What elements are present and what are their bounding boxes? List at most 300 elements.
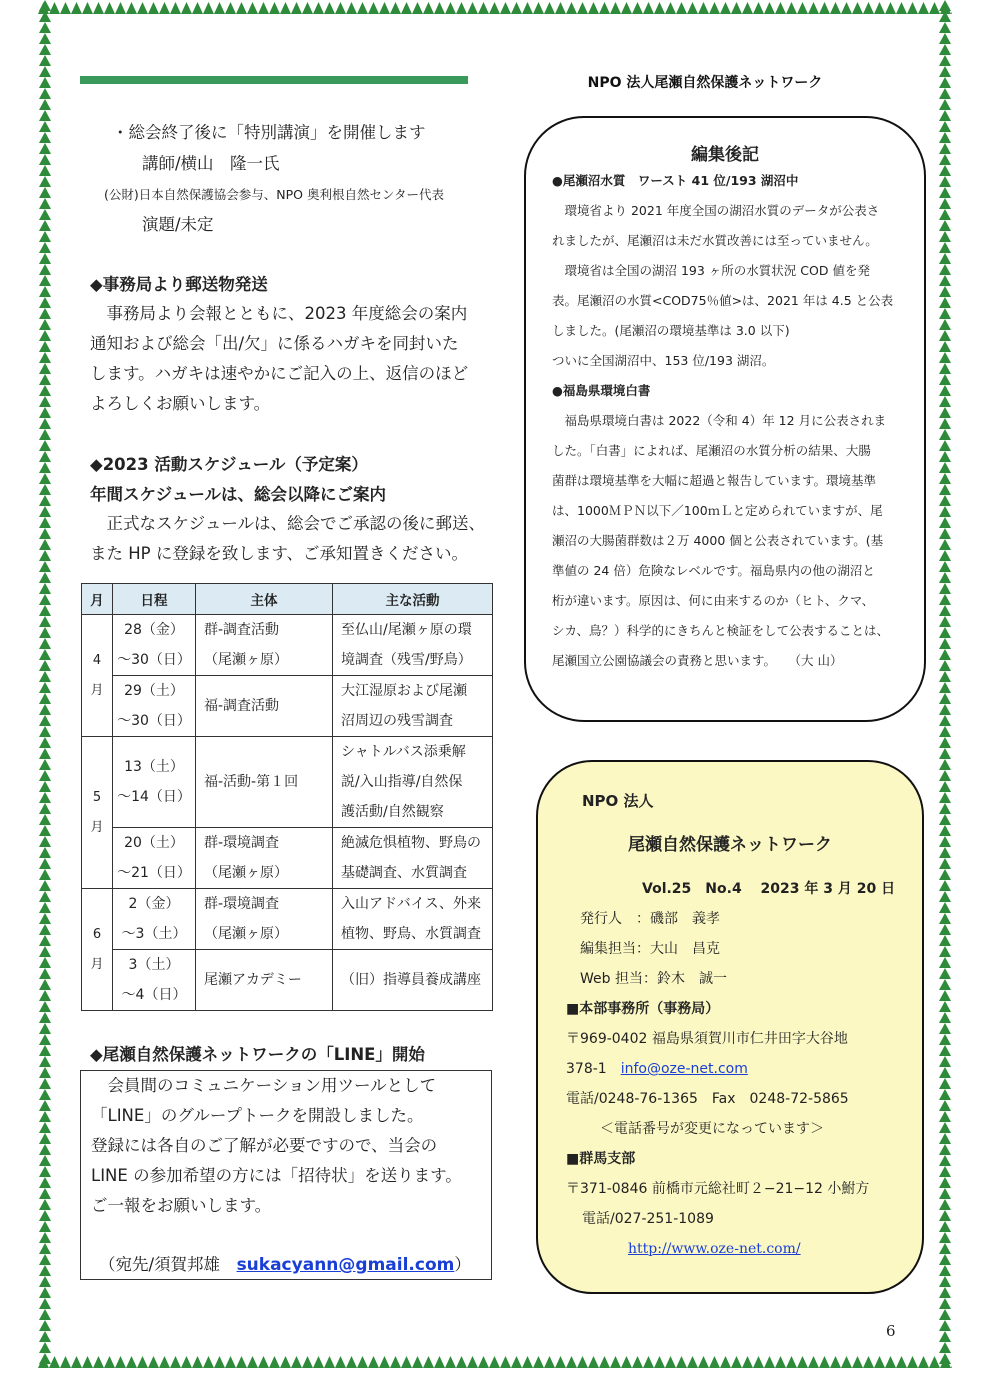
tree-mark	[885, 1356, 896, 1368]
date-cell	[113, 676, 196, 737]
tree-mark	[643, 2, 654, 14]
tree-mark	[39, 396, 51, 407]
tree-mark	[939, 297, 951, 308]
tree-mark	[258, 1356, 269, 1368]
tree-mark	[115, 1356, 126, 1368]
tree-mark	[632, 1356, 643, 1368]
tree-mark	[39, 1078, 51, 1089]
tree-mark	[939, 407, 951, 418]
tree-mark	[159, 2, 170, 14]
organizer-name: 群-環境調査	[204, 835, 280, 851]
tree-mark	[489, 2, 500, 14]
editorial-line: 瀬沼の大腸菌群数は２万 4000 個と公表されています。(基	[552, 533, 884, 548]
tree-mark	[621, 2, 632, 14]
tree-mark	[939, 264, 951, 275]
tree-border-top	[38, 0, 952, 14]
tree-mark	[192, 2, 203, 14]
tree-mark	[632, 2, 643, 14]
hq-phone: 電話/0248-76-1365 Fax 0248-72-5865	[566, 1091, 849, 1107]
tree-mark	[39, 187, 51, 198]
tree-mark	[39, 154, 51, 165]
tree-mark	[456, 2, 467, 14]
tree-mark	[939, 583, 951, 594]
organizer-cell	[196, 676, 333, 737]
gunma-address: 〒371-0846 前橋市元総社町２−21−12 小鮒方	[566, 1181, 870, 1197]
tree-mark	[939, 1265, 951, 1276]
tree-mark	[939, 242, 951, 253]
line-contact	[99, 1250, 471, 1280]
schedule-heading: ◆2023 活動スケジュール（予定案）	[90, 455, 368, 474]
tree-mark	[621, 1356, 632, 1368]
tree-mark	[478, 2, 489, 14]
tree-mark	[939, 0, 951, 11]
tree-mark	[39, 891, 51, 902]
tree-mark	[939, 1320, 951, 1331]
date-start: 3（土）	[128, 957, 180, 973]
line-heading: ◆尾瀬自然保護ネットワークの「LINE」開始	[90, 1045, 425, 1064]
tree-mark	[39, 935, 51, 946]
tree-mark	[939, 11, 951, 22]
tree-mark	[39, 858, 51, 869]
tree-mark	[654, 2, 665, 14]
activity-cell	[333, 828, 493, 889]
tree-mark	[39, 429, 51, 440]
tree-mark	[731, 2, 742, 14]
tree-mark	[39, 99, 51, 110]
tree-mark	[939, 803, 951, 814]
tree-mark	[939, 55, 951, 66]
tree-mark	[335, 1356, 346, 1368]
tree-mark	[939, 77, 951, 88]
tree-mark	[555, 2, 566, 14]
tree-mark	[775, 2, 786, 14]
col-date: 日程	[113, 584, 196, 615]
editorial-line: 桁が違います。原因は、何に由来するのか（ヒト、クマ、	[552, 593, 875, 608]
tree-mark	[39, 110, 51, 121]
tree-mark	[39, 88, 51, 99]
tree-mark	[939, 1331, 951, 1342]
tree-mark	[939, 550, 951, 561]
editorial-title: 編集後記	[691, 145, 759, 165]
organizer-name: 福-調査活動	[204, 698, 280, 714]
tree-mark	[39, 374, 51, 385]
tree-mark	[39, 682, 51, 693]
tree-mark	[115, 2, 126, 14]
tree-border-left	[38, 0, 52, 1368]
tree-mark	[214, 2, 225, 14]
tree-mark	[39, 198, 51, 209]
tree-mark	[39, 44, 51, 55]
tree-mark	[39, 1034, 51, 1045]
tree-mark	[566, 2, 577, 14]
tree-mark	[830, 2, 841, 14]
tree-mark	[819, 2, 830, 14]
tree-mark	[39, 594, 51, 605]
hq-email-link[interactable]: info@oze-net.com	[620, 1061, 748, 1077]
tree-mark	[39, 77, 51, 88]
tree-mark	[939, 605, 951, 616]
editorial-line: 環境省は全国の湖沼 193 ヶ所の水質状況 COD 値を発	[552, 263, 870, 278]
tree-border-right	[938, 0, 952, 1368]
hq-address-number: 378-1	[566, 1061, 621, 1077]
activity-line: 境調査（残雪/野鳥）	[341, 652, 472, 668]
tree-mark	[511, 2, 522, 14]
tree-mark	[939, 715, 951, 726]
month-unit: 月	[90, 682, 104, 698]
tree-mark	[610, 1356, 621, 1368]
tree-mark	[39, 0, 51, 11]
tree-mark	[939, 649, 951, 660]
month-unit: 月	[90, 819, 104, 835]
tree-mark	[39, 847, 51, 858]
tree-mark	[203, 2, 214, 14]
tree-mark	[39, 561, 51, 572]
tree-mark	[39, 1056, 51, 1067]
tree-mark	[808, 2, 819, 14]
tree-mark	[939, 198, 951, 209]
tree-mark	[247, 1356, 258, 1368]
organizer-cell	[196, 615, 333, 676]
tree-mark	[346, 2, 357, 14]
tree-mark	[39, 1353, 51, 1364]
activity-line: 沼周辺の残雪調査	[341, 713, 453, 729]
organizer-name: 尾瀬アカデミー	[204, 972, 302, 988]
tree-mark	[39, 517, 51, 528]
tree-mark	[39, 440, 51, 451]
tree-mark	[192, 1356, 203, 1368]
date-start: 29（土）	[124, 683, 184, 699]
tree-mark	[82, 2, 93, 14]
tree-mark	[39, 1309, 51, 1320]
col-organizer: 主体	[196, 584, 333, 615]
activity-line: 大江湿原および尾瀬	[341, 683, 467, 699]
tree-mark	[269, 2, 280, 14]
tree-mark	[939, 440, 951, 451]
tree-mark	[280, 2, 291, 14]
tree-mark	[939, 935, 951, 946]
tree-mark	[852, 2, 863, 14]
tree-mark	[544, 2, 555, 14]
tree-mark	[654, 1356, 665, 1368]
tree-mark	[39, 297, 51, 308]
tree-mark	[709, 2, 720, 14]
tree-mark	[39, 737, 51, 748]
tree-mark	[939, 1067, 951, 1078]
tree-mark	[71, 2, 82, 14]
tree-mark	[939, 979, 951, 990]
tree-mark	[939, 484, 951, 495]
activity-line: 護活動/自然観察	[341, 804, 444, 820]
tree-mark	[148, 2, 159, 14]
tree-mark	[423, 2, 434, 14]
tree-mark	[533, 1356, 544, 1368]
date-end: ～30（日）	[117, 713, 191, 729]
tree-mark	[434, 1356, 445, 1368]
tree-mark	[39, 924, 51, 935]
activity-cell	[333, 676, 493, 737]
col-activity: 主な活動	[333, 584, 493, 615]
tree-mark	[39, 495, 51, 506]
tree-mark	[39, 1122, 51, 1133]
tree-mark	[434, 2, 445, 14]
tree-mark	[753, 2, 764, 14]
tree-mark	[39, 968, 51, 979]
tree-mark	[939, 319, 951, 330]
tree-mark	[939, 1221, 951, 1232]
table-row	[82, 615, 493, 676]
tree-mark	[39, 1100, 51, 1111]
tree-mark	[939, 66, 951, 77]
tree-mark	[939, 1188, 951, 1199]
activity-line: 説/入山指導/自然保	[341, 774, 463, 790]
tree-mark	[39, 264, 51, 275]
date-end: ～14（日）	[117, 789, 191, 805]
tree-mark	[412, 2, 423, 14]
tree-mark	[939, 748, 951, 759]
activity-cell	[333, 615, 493, 676]
date-cell	[113, 828, 196, 889]
tree-mark	[71, 1356, 82, 1368]
tree-mark	[39, 1188, 51, 1199]
tree-mark	[39, 693, 51, 704]
tree-mark	[939, 1133, 951, 1144]
tree-mark	[676, 1356, 687, 1368]
tree-mark	[939, 1177, 951, 1188]
tree-mark	[170, 2, 181, 14]
tree-mark	[544, 1356, 555, 1368]
lecture-speaker: 講師/横山 隆一氏	[142, 154, 280, 173]
tree-mark	[841, 1356, 852, 1368]
table-row	[82, 676, 493, 737]
line-body-line: LINE の参加希望の方には「招待状」を送ります。	[91, 1166, 462, 1185]
tree-mark	[39, 880, 51, 891]
tree-mark	[939, 1012, 951, 1023]
tree-mark	[39, 330, 51, 341]
tree-mark	[939, 1276, 951, 1287]
hq-address-2	[566, 1054, 748, 1084]
line-body-line: 登録には各自のご了解が必要ですので、当会の	[91, 1136, 438, 1155]
tree-mark	[39, 1331, 51, 1342]
tree-mark	[939, 825, 951, 836]
tree-mark	[60, 2, 71, 14]
date-end: ～30（日）	[117, 652, 191, 668]
tree-mark	[939, 187, 951, 198]
tree-mark	[939, 781, 951, 792]
tree-mark	[939, 154, 951, 165]
tree-mark	[610, 2, 621, 14]
tree-mark	[939, 693, 951, 704]
editorial-line: しました。(尾瀬沼の環境基準は 3.0 以下)	[552, 323, 790, 338]
tree-mark	[39, 1298, 51, 1309]
tree-mark	[939, 99, 951, 110]
date-start: 13（土）	[124, 759, 184, 775]
tree-mark	[500, 1356, 511, 1368]
tree-mark	[39, 539, 51, 550]
tree-mark	[874, 1356, 885, 1368]
tree-mark	[39, 66, 51, 77]
tree-mark	[39, 1243, 51, 1254]
tree-mark	[39, 836, 51, 847]
tree-mark	[577, 2, 588, 14]
mail-body	[90, 299, 468, 419]
tree-mark	[599, 2, 610, 14]
tree-mark	[39, 979, 51, 990]
tree-mark	[39, 242, 51, 253]
activity-line: 至仏山/尾瀬ヶ原の環	[341, 622, 472, 638]
tree-mark	[39, 165, 51, 176]
tree-mark	[939, 132, 951, 143]
lecture-affiliation: (公財)日本自然保護協会参与、NPO 奥利根自然センター代表	[104, 187, 444, 202]
tree-mark	[478, 1356, 489, 1368]
editorial-line: 福島県環境白書は 2022（令和 4）年 12 月に公表されま	[552, 413, 887, 428]
tree-mark	[39, 286, 51, 297]
tree-mark	[39, 759, 51, 770]
tree-mark	[39, 913, 51, 924]
tree-mark	[753, 1356, 764, 1368]
tree-mark	[720, 1356, 731, 1368]
tree-mark	[39, 957, 51, 968]
tree-mark	[357, 2, 368, 14]
tree-mark	[939, 418, 951, 429]
tree-mark	[939, 385, 951, 396]
tree-mark	[939, 1056, 951, 1067]
organizer-name: 群-環境調査	[204, 896, 280, 912]
organizer-cell	[196, 828, 333, 889]
tree-mark	[939, 682, 951, 693]
tree-mark	[412, 1356, 423, 1368]
tree-mark	[346, 1356, 357, 1368]
tree-mark	[555, 1356, 566, 1368]
schedule-subheading: 年間スケジュールは、総会以降にご案内	[90, 485, 387, 504]
tree-mark	[939, 528, 951, 539]
activity-line: 植物、野鳥、水質調査	[341, 926, 481, 942]
editorial-paragraph-1	[552, 196, 893, 376]
tree-mark	[918, 2, 929, 14]
tree-mark	[39, 528, 51, 539]
tree-mark	[39, 319, 51, 330]
tree-mark	[939, 1122, 951, 1133]
tree-mark	[786, 1356, 797, 1368]
tree-mark	[39, 407, 51, 418]
hq-phone-note: ＜電話番号が変更になっています＞	[600, 1121, 824, 1137]
tree-mark	[269, 1356, 280, 1368]
tree-mark	[588, 1356, 599, 1368]
schedule-table	[81, 583, 493, 1011]
tree-mark	[939, 143, 951, 154]
tree-mark	[918, 1356, 929, 1368]
line-body-line: 「LINE」のグループトークを開設しました。	[91, 1106, 424, 1125]
tree-mark	[225, 2, 236, 14]
tree-mark	[939, 308, 951, 319]
tree-mark	[214, 1356, 225, 1368]
tree-mark	[939, 671, 951, 682]
tree-mark	[939, 572, 951, 583]
tree-mark	[939, 462, 951, 473]
tree-mark	[39, 803, 51, 814]
tree-mark	[939, 1001, 951, 1012]
tree-mark	[939, 1309, 951, 1320]
activity-line: 入山アドバイス、外来	[341, 896, 481, 912]
hq-heading: ■本部事務所（事務局）	[566, 1001, 720, 1017]
editorial-heading-2: ●福島県環境白書	[552, 383, 651, 398]
tree-mark	[939, 1034, 951, 1045]
table-row	[82, 950, 493, 1011]
tree-mark	[939, 1045, 951, 1056]
editorial-line: 菌群は環境基準を大幅に超過と報告しています。環境基準	[552, 473, 877, 488]
tree-mark	[764, 1356, 775, 1368]
tree-mark	[939, 737, 951, 748]
tree-mark	[39, 1133, 51, 1144]
npo-label: NPO 法人	[582, 792, 654, 810]
activity-cell	[333, 889, 493, 950]
editorial-line: した。「白書」によれば、尾瀬沼の水質分析の結果、大腸	[552, 443, 871, 458]
line-info-box	[80, 1070, 492, 1280]
tree-mark	[939, 330, 951, 341]
tree-mark	[939, 1100, 951, 1111]
tree-mark	[841, 2, 852, 14]
tree-mark	[456, 1356, 467, 1368]
date-end: ～4（日）	[121, 987, 187, 1003]
tree-mark	[939, 1078, 951, 1089]
date-cell	[113, 615, 196, 676]
organizer-name: 群-調査活動	[204, 622, 280, 638]
tree-mark	[39, 627, 51, 638]
editorial-heading-1: ●尾瀬沼水質 ワースト 41 位/193 湖沼中	[552, 173, 799, 188]
tree-mark	[291, 2, 302, 14]
tree-mark	[939, 814, 951, 825]
tree-mark	[939, 792, 951, 803]
tree-mark	[896, 1356, 907, 1368]
tree-border-bottom	[38, 1354, 952, 1368]
tree-mark	[39, 352, 51, 363]
tree-mark	[39, 946, 51, 957]
tree-mark	[939, 660, 951, 671]
tree-mark	[939, 374, 951, 385]
tree-mark	[39, 660, 51, 671]
website-link[interactable]: http://www.oze-net.com/	[628, 1241, 801, 1257]
tree-mark	[709, 1356, 720, 1368]
table-row	[82, 889, 493, 950]
month-unit: 月	[90, 956, 104, 972]
tree-mark	[786, 2, 797, 14]
tree-mark	[170, 1356, 181, 1368]
tree-mark	[939, 286, 951, 297]
tree-mark	[720, 2, 731, 14]
tree-mark	[39, 209, 51, 220]
tree-mark	[939, 616, 951, 627]
tree-mark	[302, 1356, 313, 1368]
contact-email-link[interactable]: sukacyann@gmail.com	[236, 1255, 455, 1275]
tree-mark	[39, 1199, 51, 1210]
tree-mark	[39, 308, 51, 319]
tree-mark	[126, 1356, 137, 1368]
tree-mark	[39, 605, 51, 616]
page-number: 6	[886, 1322, 896, 1340]
tree-mark	[39, 1089, 51, 1100]
tree-mark	[939, 759, 951, 770]
tree-mark	[335, 2, 346, 14]
tree-mark	[39, 1144, 51, 1155]
tree-mark	[939, 1111, 951, 1122]
tree-mark	[939, 539, 951, 550]
npo-issue: Vol.25 No.4 2023 年 3 月 20 日	[642, 881, 896, 897]
tree-mark	[379, 2, 390, 14]
tree-mark	[445, 2, 456, 14]
tree-mark	[39, 616, 51, 627]
line-body	[91, 1071, 462, 1221]
tree-mark	[324, 1356, 335, 1368]
tree-mark	[566, 1356, 577, 1368]
